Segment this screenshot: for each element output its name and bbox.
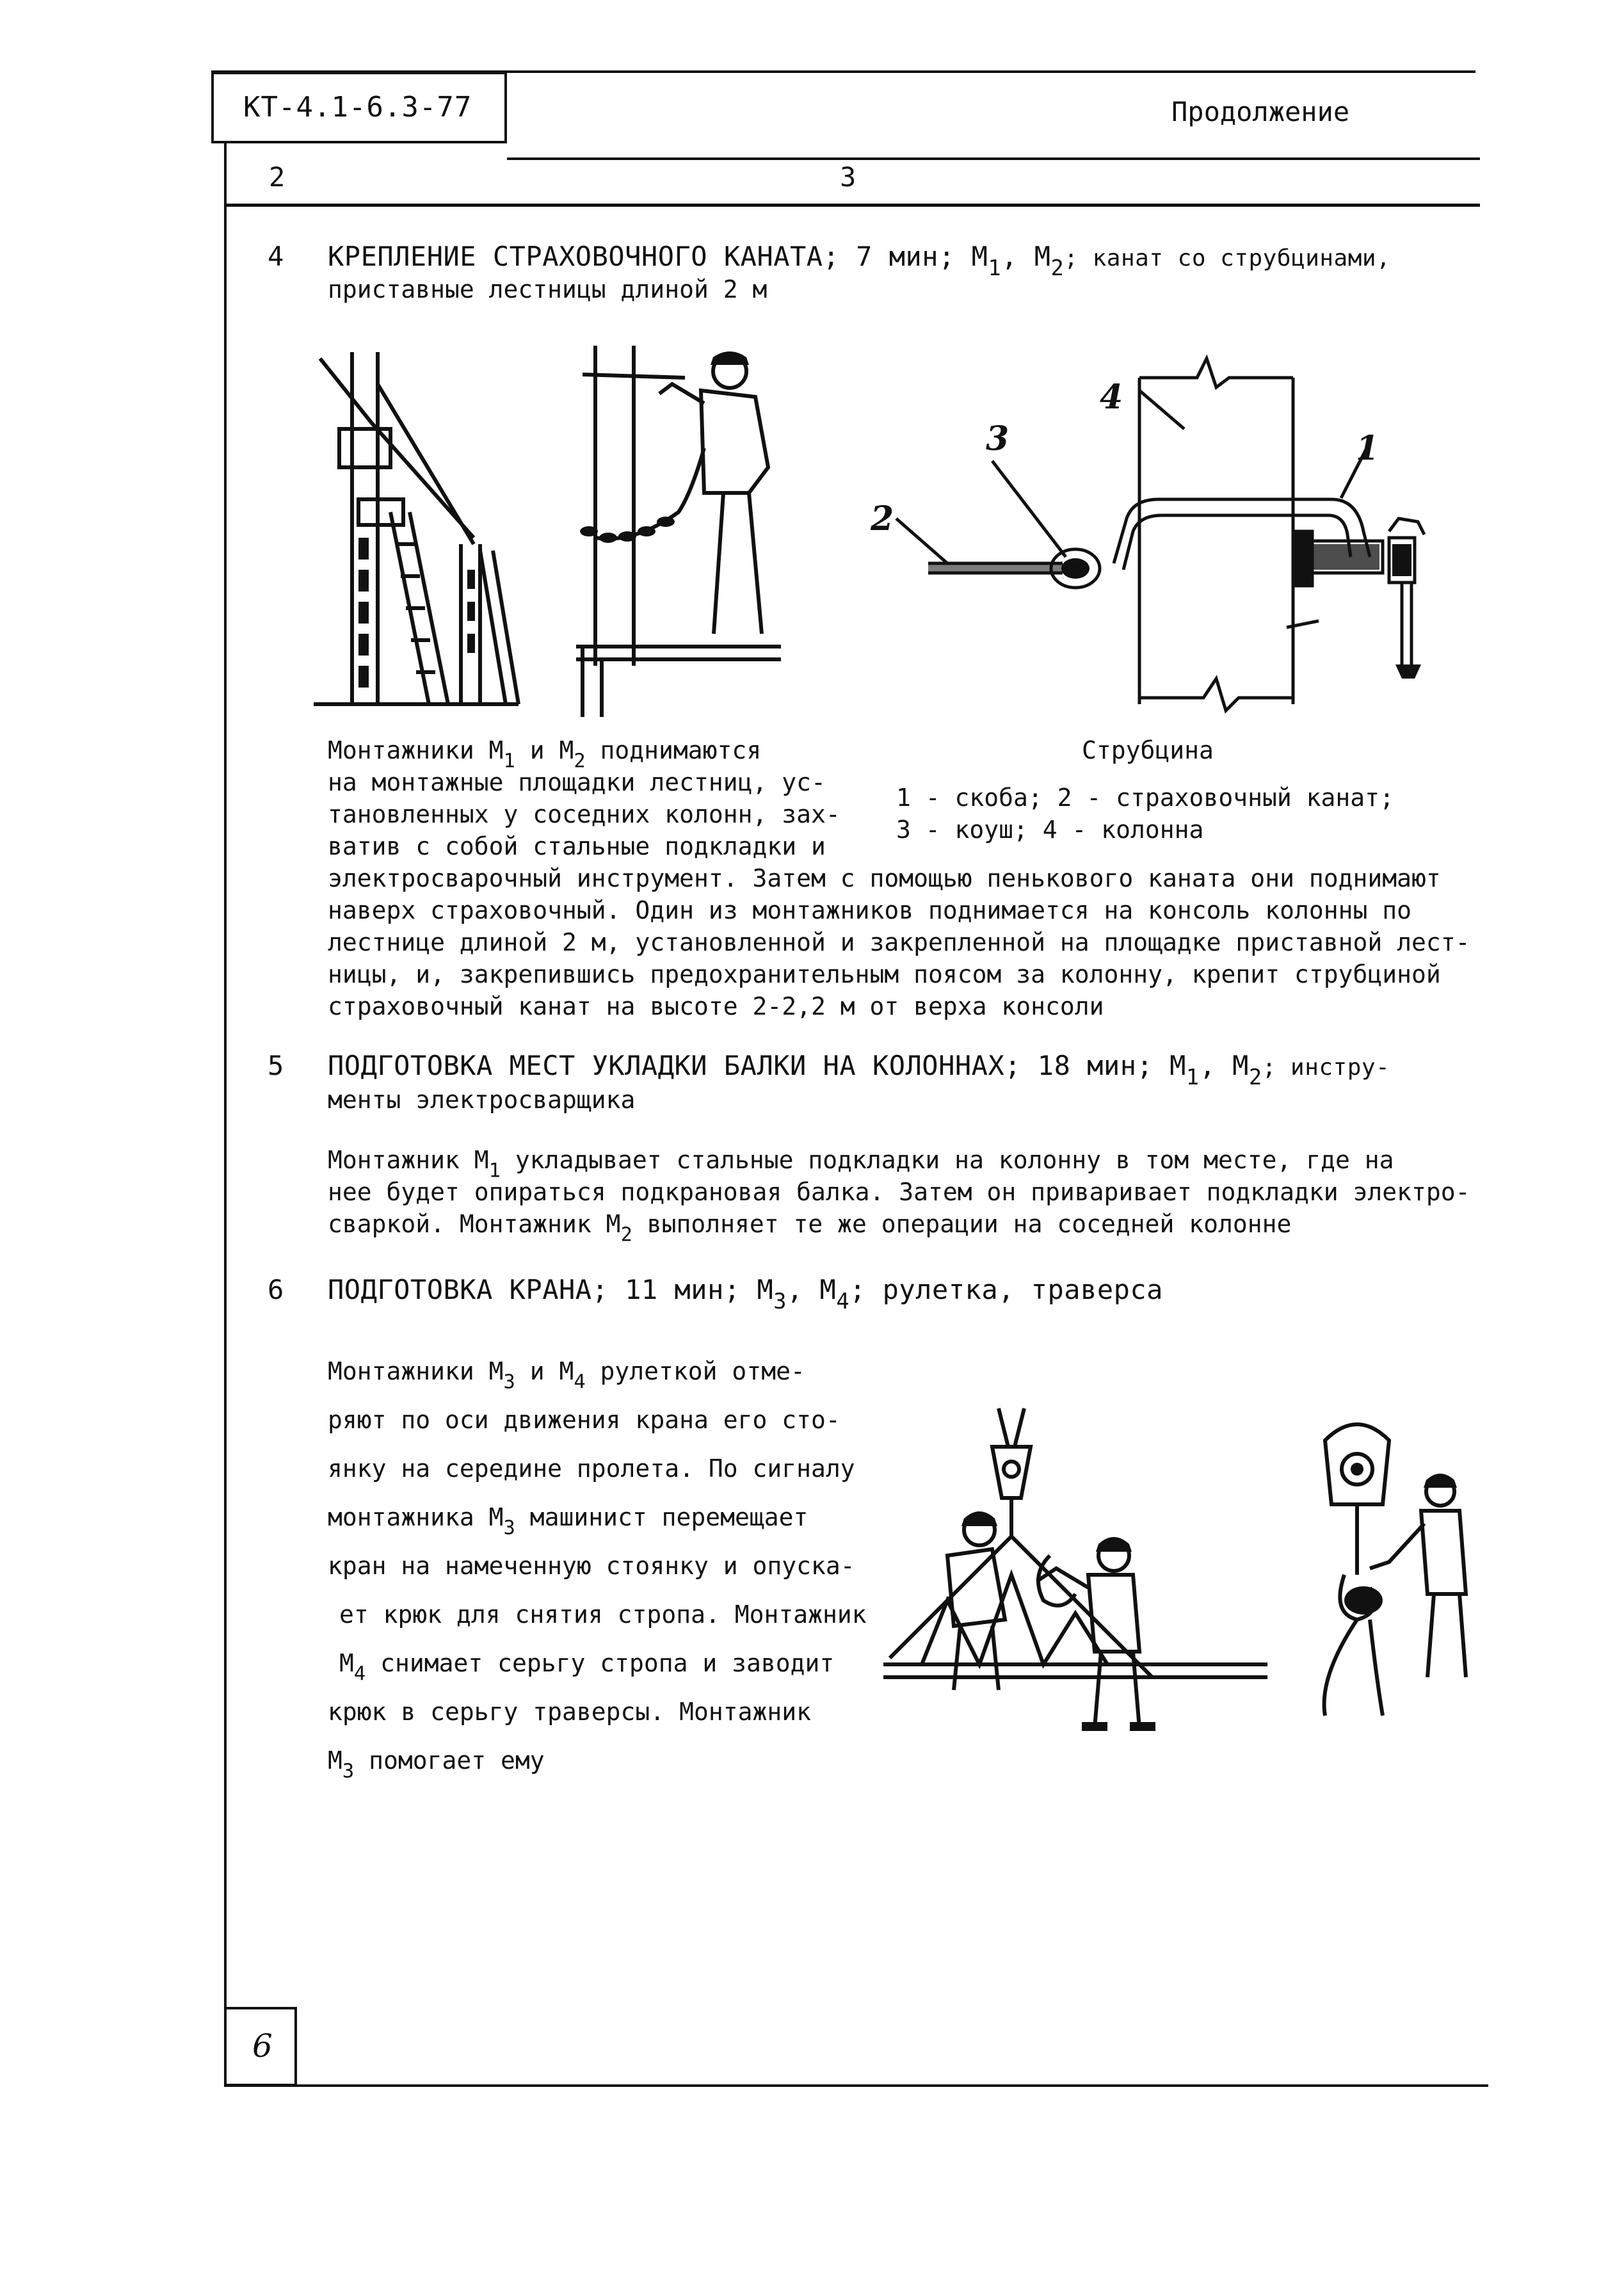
t: и М — [515, 736, 574, 764]
sub: 2 — [574, 750, 586, 773]
worker-on-column-illustration — [576, 346, 787, 717]
step-6-line6: ет крюк для снятия стропа. Монтажник — [339, 1600, 867, 1629]
step-6-line8: крюк в серьгу траверсы. Монтажник — [328, 1698, 811, 1726]
sub: 2 — [1248, 1065, 1262, 1090]
column-header-2: 2 — [269, 161, 285, 193]
step-6-number: 6 — [268, 1274, 284, 1305]
column-ladders-illustration — [314, 346, 525, 717]
step-5-number: 5 — [268, 1050, 284, 1081]
step-6-line3: янку на середине пролета. По сигналу — [328, 1454, 855, 1483]
clamp-diagram — [871, 346, 1511, 717]
t: М — [328, 1746, 342, 1775]
step-5-heading-line2: менты электросварщика — [328, 1086, 636, 1114]
t: монтажника М — [328, 1503, 504, 1531]
workers-truss-illustration — [883, 1408, 1293, 1741]
t: сваркой. Монтажник М — [328, 1210, 621, 1238]
t: снимает серьгу стропа и заводит — [366, 1649, 835, 1677]
step-4-heading-line2: приставные лестницы длиной 2 м — [328, 275, 768, 303]
page-number-box — [224, 2007, 297, 2086]
clamp-figure-title: Струбцина — [1082, 736, 1214, 764]
t: и М — [515, 1357, 574, 1385]
column-rule — [224, 204, 1480, 207]
frame-bottom-line — [224, 2084, 1488, 2087]
step-6-heading — [328, 1274, 1163, 1314]
step-6-line5: кран на намеченную стоянку и опуска- — [328, 1552, 855, 1580]
sub: 4 — [836, 1289, 850, 1314]
sub: 1 — [503, 750, 515, 773]
page-number: 6 — [252, 2027, 273, 2065]
step-6-line1 — [328, 1357, 805, 1394]
t: ПОДГОТОВКА МЕСТ УКЛАДКИ БАЛКИ НА КОЛОННАХ; 18 мин; М — [328, 1050, 1186, 1081]
doc-code: КТ-4.1-6.3-77 — [243, 91, 472, 124]
sep: , М — [1001, 241, 1051, 272]
t: Монтажники М — [328, 736, 504, 764]
clamp-label-4: 4 — [1100, 378, 1123, 417]
step-4-para-line3: тановленных у соседних колонн, зах- — [328, 800, 840, 828]
frame-left-line — [224, 143, 227, 2086]
sub: 3 — [503, 1371, 515, 1394]
header-rule — [507, 157, 1480, 160]
step-5-para-line3 — [328, 1210, 1291, 1246]
t: ; инстру- — [1262, 1054, 1390, 1081]
step-6-line4 — [328, 1503, 808, 1540]
sub: 3 — [342, 1760, 355, 1783]
t: поднимаются — [585, 736, 762, 764]
continuation-label: Продолжение — [1171, 96, 1350, 127]
clamp-label-2: 2 — [871, 499, 894, 538]
clamp-legend-1: 1 - скоба; 2 - страховочный канат; — [896, 784, 1394, 812]
clamp-label-3: 3 — [986, 419, 1009, 458]
sub: 4 — [574, 1371, 586, 1394]
step-6-line9 — [328, 1746, 545, 1783]
step-5-heading — [328, 1050, 1390, 1090]
t: Монтажник М — [328, 1146, 489, 1174]
t: укладывает стальные подкладки на колонну в том месте, где на — [500, 1146, 1394, 1174]
sub: 1 — [988, 255, 1002, 281]
step-4-para-line2: на монтажные площадки лестниц, ус- — [328, 768, 826, 796]
sub: 4 — [353, 1662, 366, 1686]
doc-code-box — [211, 72, 507, 143]
traverse-hook-illustration — [1306, 1408, 1498, 1741]
step-4-para-line4: ватив с собой стальные подкладки и — [328, 832, 826, 860]
step-6-line7 — [339, 1649, 834, 1686]
clamp-legend-2: 3 - коуш; 4 - колонна — [896, 816, 1204, 844]
sub: 1 — [1186, 1065, 1200, 1090]
step-5-para-line1 — [328, 1146, 1394, 1182]
sub: 2 — [620, 1223, 632, 1246]
step-4-para-line7: лестнице длиной 2 м, установленной и закрепленной на площадке приставной лест- — [328, 928, 1470, 956]
sub: 3 — [503, 1517, 515, 1540]
t: машинист перемещает — [515, 1503, 808, 1531]
t: ПОДГОТОВКА КРАНА; 11 мин; М — [328, 1274, 774, 1305]
step-4-number: 4 — [268, 241, 284, 272]
step-6-line2: ряют по оси движения крана его сто- — [328, 1406, 840, 1434]
step-4-para-line1 — [328, 736, 761, 773]
step-4-heading-tail: ; канат со струбцинами, — [1064, 245, 1391, 271]
sub: 3 — [773, 1289, 787, 1314]
step-5-para-line2: нее будет опираться подкрановая балка. Затем он приваривает подкладки электро- — [328, 1178, 1470, 1206]
t: рулеткой отме- — [585, 1357, 805, 1385]
step-4-para-line9: страховочный канат на высоте 2-2,2 м от верха консоли — [328, 992, 1104, 1020]
step-4-para-line6: наверх страховочный. Один из монтажников поднимается на консоль колонны по — [328, 896, 1411, 924]
t: М — [339, 1649, 354, 1677]
step-4-heading — [328, 241, 1390, 280]
step-4-para-line5: электросварочный инструмент. Затем с помощью пенькового каната они поднимают — [328, 864, 1441, 892]
t: выполняет те же операции на соседней колонне — [632, 1210, 1292, 1238]
clamp-label-1: 1 — [1356, 429, 1379, 468]
sub: 2 — [1050, 255, 1065, 281]
column-header-3: 3 — [840, 161, 856, 193]
t: , М — [786, 1274, 837, 1305]
step-4-heading-text: КРЕПЛЕНИЕ СТРАХОВОЧНОГО КАНАТА; 7 мин; М — [328, 241, 988, 272]
step-4-para-line8: ницы, и, закрепившись предохранительным поясом за колонну, крепит струбциной — [328, 960, 1441, 988]
t: , М — [1199, 1050, 1249, 1081]
t: помогает ему — [354, 1746, 545, 1775]
sub: 1 — [488, 1159, 501, 1182]
t: ; рулетка, траверса — [849, 1274, 1163, 1305]
t: Монтажники М — [328, 1357, 504, 1385]
